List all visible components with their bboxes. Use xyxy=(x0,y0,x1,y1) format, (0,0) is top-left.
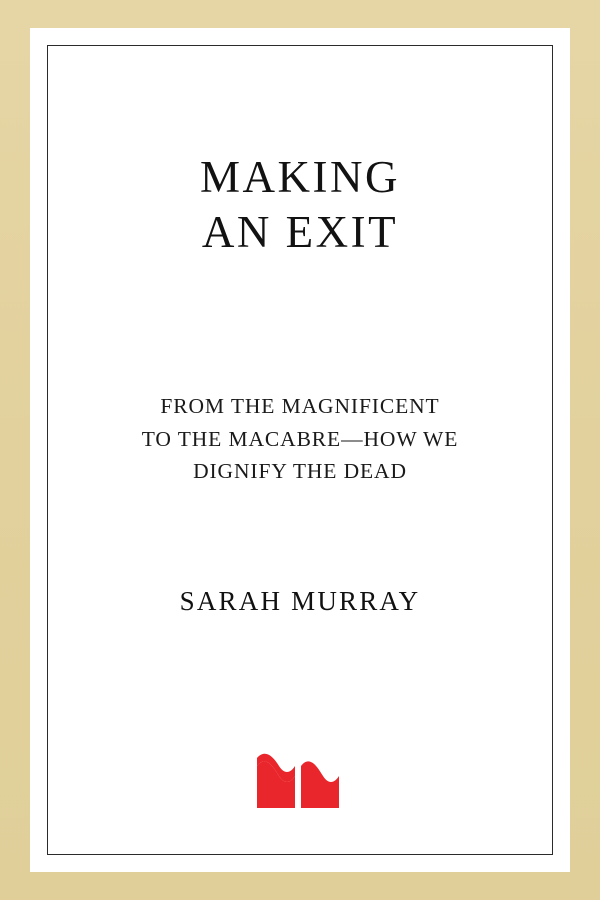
book-title-line-2: AN EXIT xyxy=(201,206,399,257)
author-name: SARAH MURRAY xyxy=(179,586,421,616)
book-title xyxy=(30,150,570,260)
macmillan-logo xyxy=(254,750,346,812)
title-page-sheet xyxy=(30,28,570,872)
title-page-content xyxy=(30,28,570,872)
book-subtitle-line-1: FROM THE MAGNIFICENT xyxy=(160,394,440,418)
book-title-line-1: MAKING xyxy=(200,152,400,202)
book-subtitle xyxy=(30,390,570,488)
book-subtitle-line-2: TO THE MACABRE—HOW WE xyxy=(141,426,459,451)
book-subtitle-line-3: DIGNIFY THE DEAD xyxy=(193,459,407,484)
